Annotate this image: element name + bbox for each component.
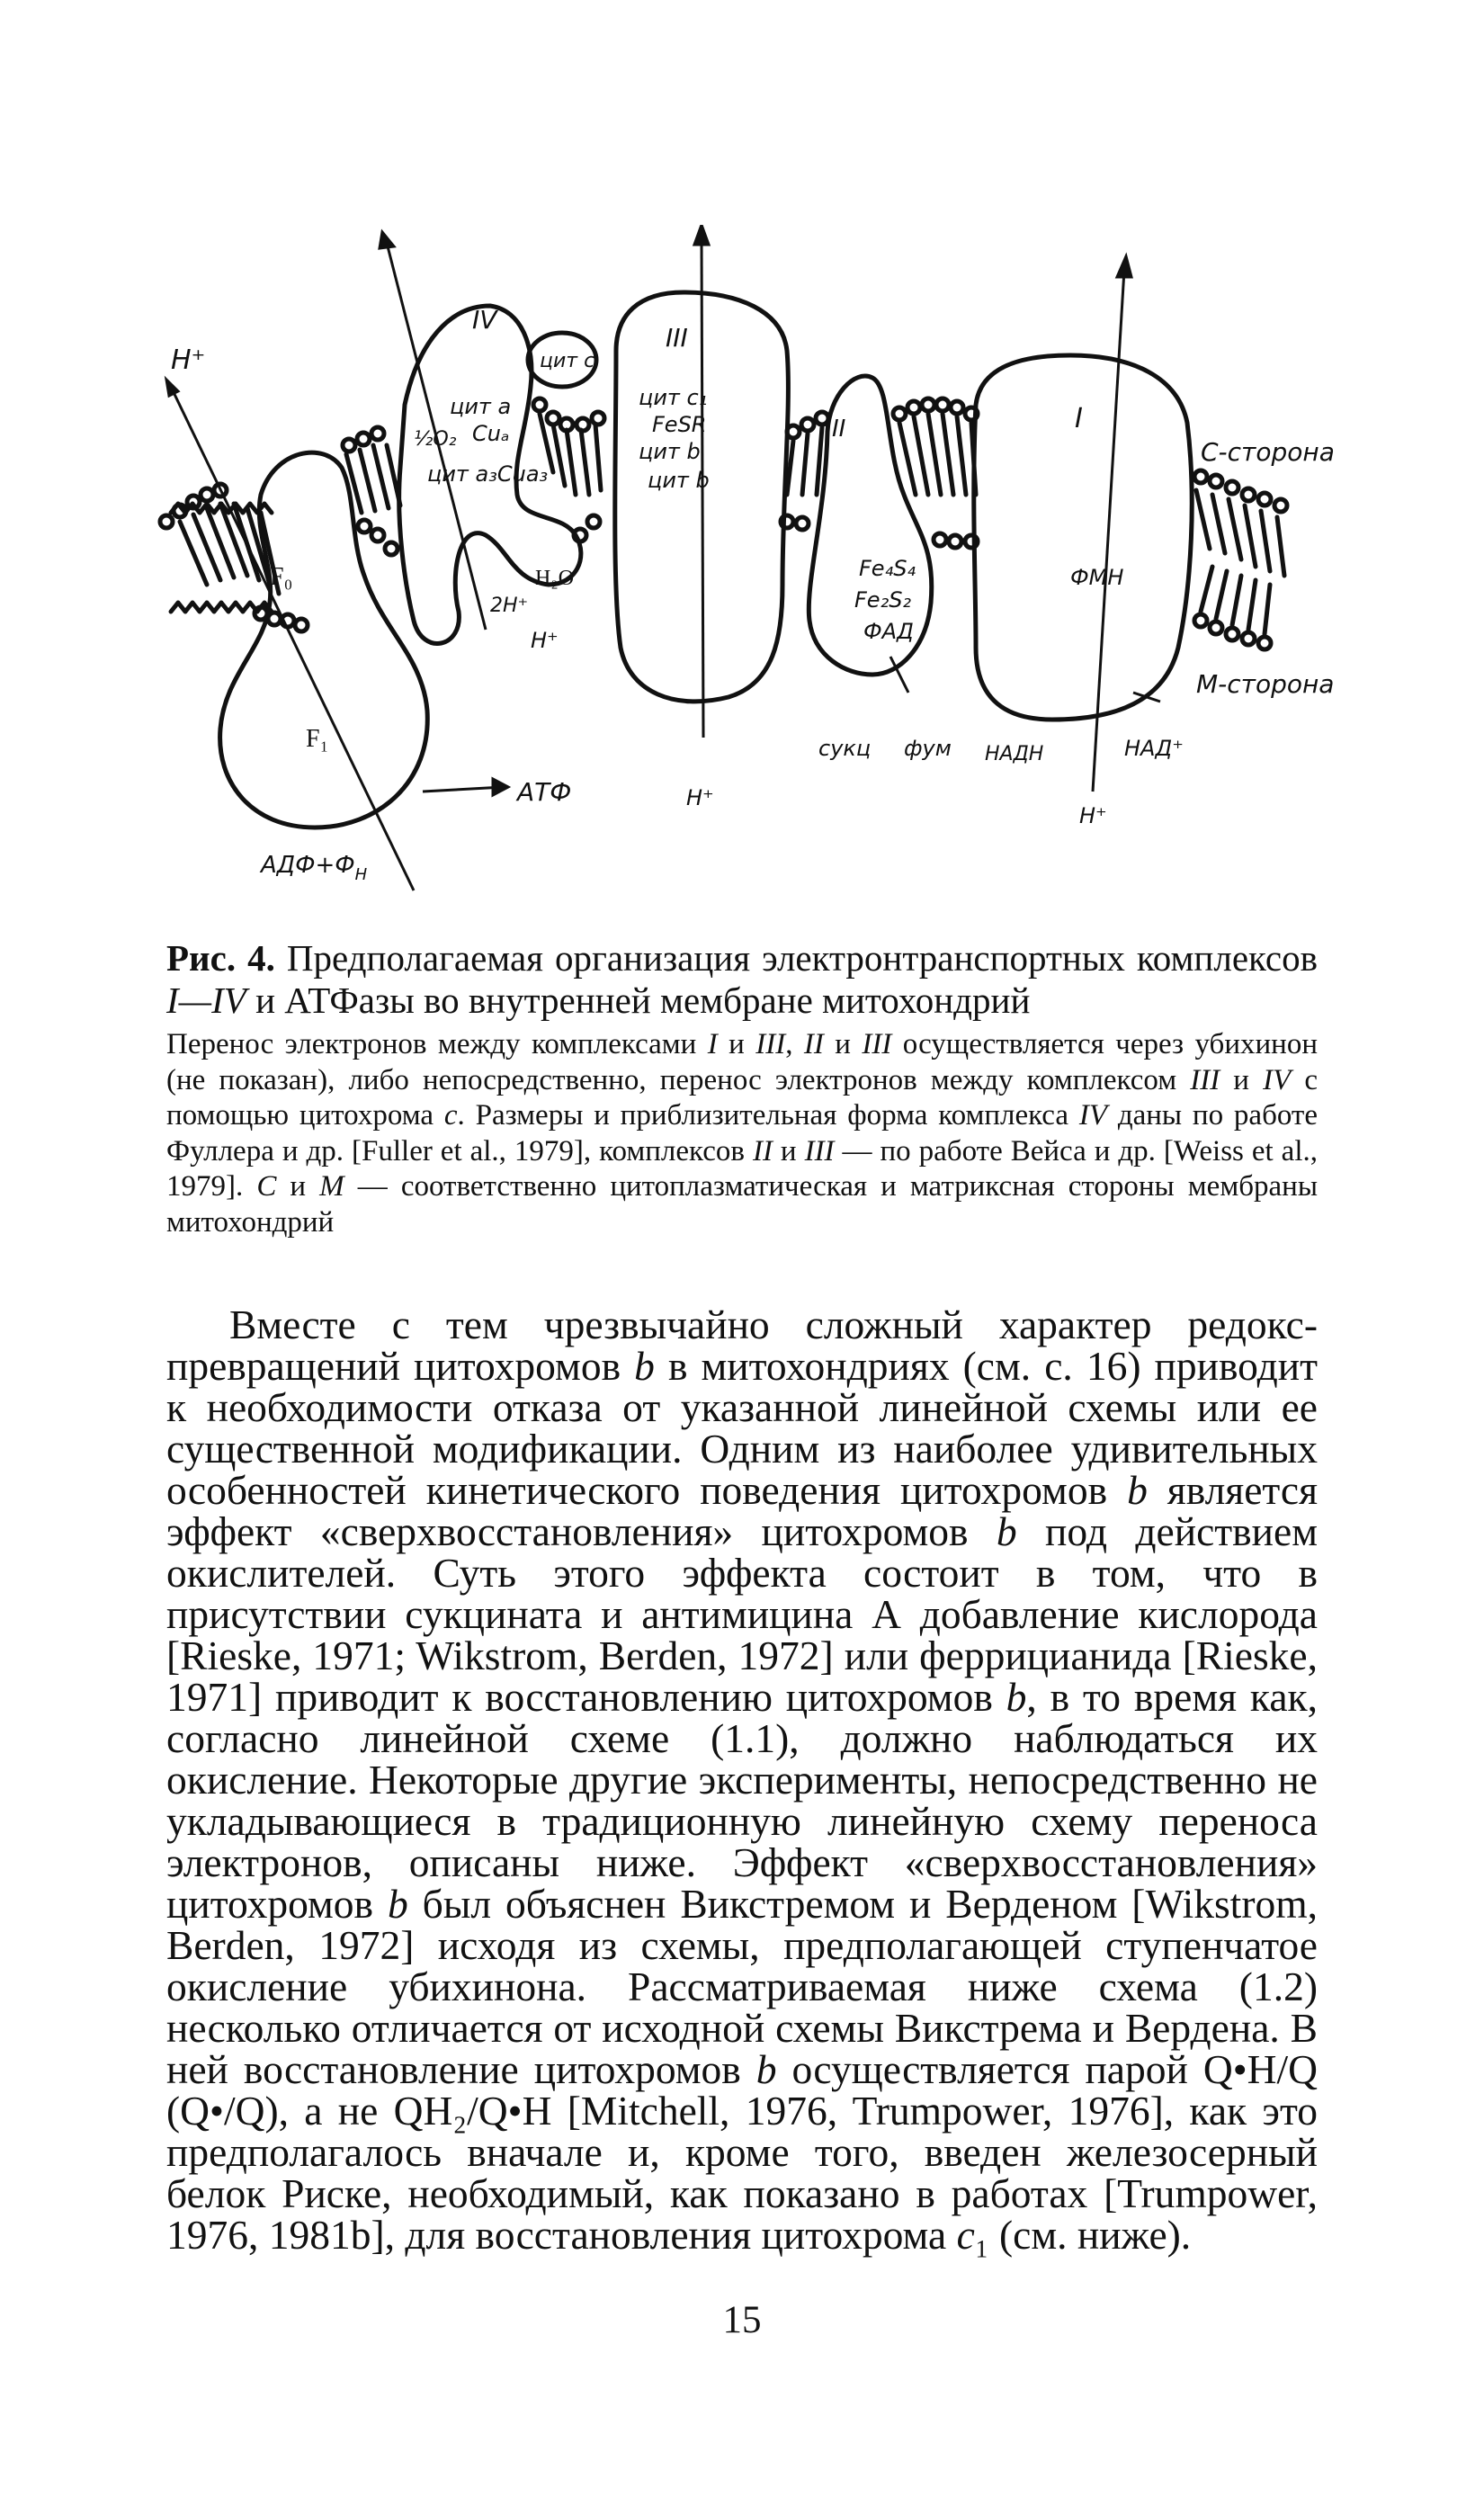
label-h-plus-2: H⁺: [531, 628, 559, 653]
caption-run: Перенос электронов между комплексами: [166, 1028, 708, 1060]
label-complex-iii: III: [666, 323, 688, 353]
caption-run: III: [862, 1028, 892, 1060]
caption-run: и: [772, 1134, 805, 1167]
main-paragraph: [166, 1304, 1318, 2256]
arrowhead-icon: [493, 779, 508, 795]
lipid-bilayer-right: [1194, 470, 1287, 649]
caption-run: — соответственно цитоплазматическая и матриксная стороны мембраны митохондрий: [166, 1170, 1318, 1239]
label-adp: $АДФ+Ф_Н$: [261, 852, 368, 884]
caption-run: . Размеры и приблизительная форма комплекса: [457, 1099, 1079, 1132]
label-cyt-a3: цит a₃Cua₃: [427, 461, 549, 487]
membrane-complex-figure: [153, 225, 1358, 917]
lipid-bilayer-left: [160, 484, 308, 631]
body-run: b: [755, 2046, 777, 2092]
label-cyt-b-2: цит b: [648, 468, 710, 493]
body-run: ₁ (см. ниже).: [974, 2212, 1192, 2258]
caption-run: и: [1220, 1063, 1264, 1096]
label-succ: сукц: [818, 736, 872, 761]
label-f1: F₁: [306, 725, 329, 753]
label-cyt-b-1: цит b: [639, 439, 701, 464]
label-complex-iv: IV: [472, 305, 497, 335]
atp-synthase-outline: [220, 452, 428, 828]
label-h-plus-3: H⁺: [686, 785, 714, 810]
label-fe2s2: Fe₂S₂: [854, 587, 912, 613]
caption-run: c: [443, 1099, 458, 1132]
label-complex-ii: II: [832, 416, 846, 443]
arrowhead-icon: [380, 232, 394, 248]
label-cyt-a: цит a: [450, 394, 512, 419]
arrowhead-icon: [694, 225, 709, 245]
label-atp: АТФ: [517, 777, 572, 807]
label-fes-r: FeSR: [652, 412, 707, 437]
label-f0: F₀: [270, 563, 293, 591]
label-cu-a: Cuₐ: [472, 421, 510, 446]
figure-caption-title: [166, 937, 1318, 1022]
caption-run: IV: [1263, 1063, 1292, 1096]
label-fe4s4: Fe₄S₄: [859, 556, 916, 581]
label-cyt-c1: цит c₁: [639, 385, 708, 410]
figure-drawing: [153, 225, 1358, 917]
caption-run: даны по работе Фуллера и др. [Fuller et al., 1979], комплексов: [166, 1099, 1318, 1167]
caption-run: и: [717, 1028, 756, 1060]
complex-i-outline: [974, 355, 1192, 720]
figure-number: Рис. 4.: [166, 937, 275, 979]
caption-run: II: [803, 1028, 824, 1060]
caption-run: — по работе Вейса и др. [Weiss et al., 1979].: [166, 1134, 1318, 1203]
caption-run: C: [256, 1170, 277, 1203]
label-m-side: М-сторона: [1196, 669, 1335, 699]
caption-title-text: Предполагаемая организация электронтранспортных комплексов: [274, 937, 1318, 979]
label-nad: НАД⁺: [1124, 736, 1184, 761]
caption-title-roman: I—IV: [166, 980, 246, 1021]
page-number: 15: [722, 2299, 762, 2341]
label-complex-i: I: [1075, 403, 1083, 434]
label-h-plus-4: H⁺: [1079, 803, 1107, 828]
caption-run: ,: [785, 1028, 804, 1060]
label-fum: фум: [904, 736, 952, 761]
caption-run: III: [755, 1028, 786, 1060]
paragraph-text: [166, 1304, 1318, 2256]
caption-run: и: [823, 1028, 863, 1060]
caption-run: I: [707, 1028, 718, 1060]
arrowhead-icon: [1117, 256, 1131, 277]
caption-run: IV: [1078, 1099, 1107, 1132]
arrowhead-icon: [166, 380, 178, 396]
body-run: b: [1006, 1674, 1027, 1720]
body-run: b: [1127, 1467, 1148, 1513]
label-2h-plus: 2H⁺: [490, 595, 529, 617]
caption-run: II: [752, 1134, 773, 1167]
body-run: Вместе с тем чрезвычайно сложный характер редокс-превращений цитохромов: [166, 1302, 1318, 1389]
body-run: b: [634, 1343, 655, 1389]
label-c-side: С-сторона: [1201, 437, 1335, 467]
caption-run: и: [276, 1170, 320, 1203]
lipid-bilayer-5: [893, 398, 978, 548]
caption-run: с помощью цитохрома: [166, 1063, 1318, 1132]
body-run: является эффект «сверхвосстановления» цитохромов: [166, 1467, 1318, 1554]
body-run: , в то время как, согласно линейной схеме (1.1), должно наблюдаться их окисление. Некоторые другие эксперименты, непосредственно не укладывающиеся в традиционную линейную схему переноса электронов, описаны ниже. Эффект «сверхвосстановления» цитохромов: [166, 1674, 1318, 1927]
label-h2o: H₂O: [535, 567, 575, 590]
body-run: под действием окислителей. Суть этого эффекта состоит в том, что в присутствии сукцината и антимицина А добавление кислорода [Rieske, 1971; Wikstrom, Berden, 1972] или феррицианида [Rieske, 1971] приводит к восстановлению цитохромов: [166, 1508, 1318, 1720]
label-cyt-c: цит c: [540, 350, 595, 372]
caption-run: M: [319, 1170, 344, 1203]
label-fad: ФАД: [863, 619, 914, 644]
label-nadh: НАДН: [985, 743, 1044, 765]
label-o2: ½O₂: [414, 428, 457, 451]
caption-run: III: [1190, 1063, 1220, 1096]
body-run: c: [956, 2212, 975, 2258]
caption-run: осуществляется через убихинон (не показан), либо непосредственно, перенос электронов между комплексом: [166, 1028, 1318, 1096]
caption-title-text-2: и АТФазы во внутренней мембране митохондрий: [246, 980, 1031, 1021]
body-run: в митохондриях (см. с. 16) приводит к необходимости отказа от указанной линейной схемы или ее существенной модификации. Одним из наиболее удивительных особенностей кинетического поведения цитохромов: [166, 1343, 1318, 1513]
figure-caption-body: [166, 1027, 1318, 1240]
body-run: был объяснен Викстремом и Верденом [Wikstrom, Berden, 1972] исходя из схемы, предполагающей ступенчатое окисление убихинона. Рассматриваемая ниже схема (1.2) несколько отличается от исходной схемы Викстрема и Вердена. В ней восстановление цитохромов: [166, 1881, 1318, 2092]
caption-run: III: [804, 1134, 835, 1167]
body-run: осуществляется парой Q•H/Q (Q•/Q), а не QH₂/Q•H [Mitchell, 1976, Trumpower, 1976], как это предполагалось вначале и, кроме того, введен железосерный белок Риске, необходимый, как показано в работах [Trumpower, 1976, 1981b], для восстановления цитохрома: [166, 2046, 1318, 2258]
body-run: b: [387, 1881, 408, 1927]
label-h-plus-1: H⁺: [171, 344, 206, 376]
label-fmn: ФМН: [1070, 565, 1124, 590]
body-run: b: [996, 1508, 1017, 1554]
